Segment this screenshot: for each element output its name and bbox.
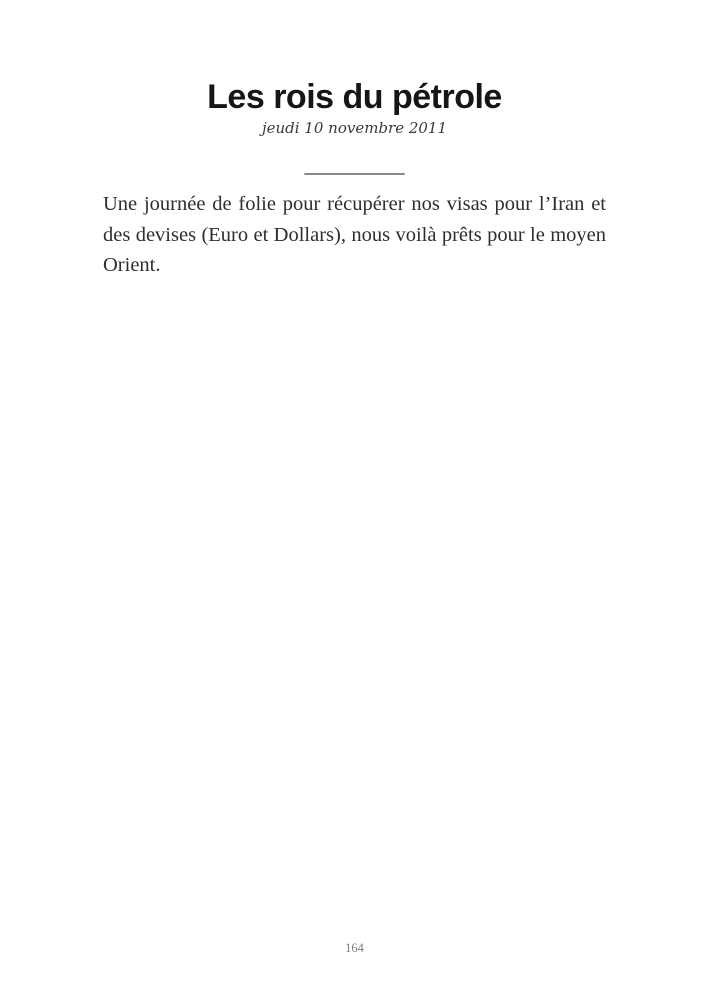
- page-title: Les rois du pétrole: [207, 78, 502, 116]
- date-subtitle: jeudi 10 novembre 2011: [261, 119, 448, 138]
- body-paragraph: Une journée de folie pour récupérer nos visas pour l’Iran et des devises (Euro et Dollars), nous voilà prêts pour le moyen Orient.: [103, 193, 606, 277]
- section-divider: __________: [304, 155, 405, 178]
- page-number: 164: [345, 941, 364, 955]
